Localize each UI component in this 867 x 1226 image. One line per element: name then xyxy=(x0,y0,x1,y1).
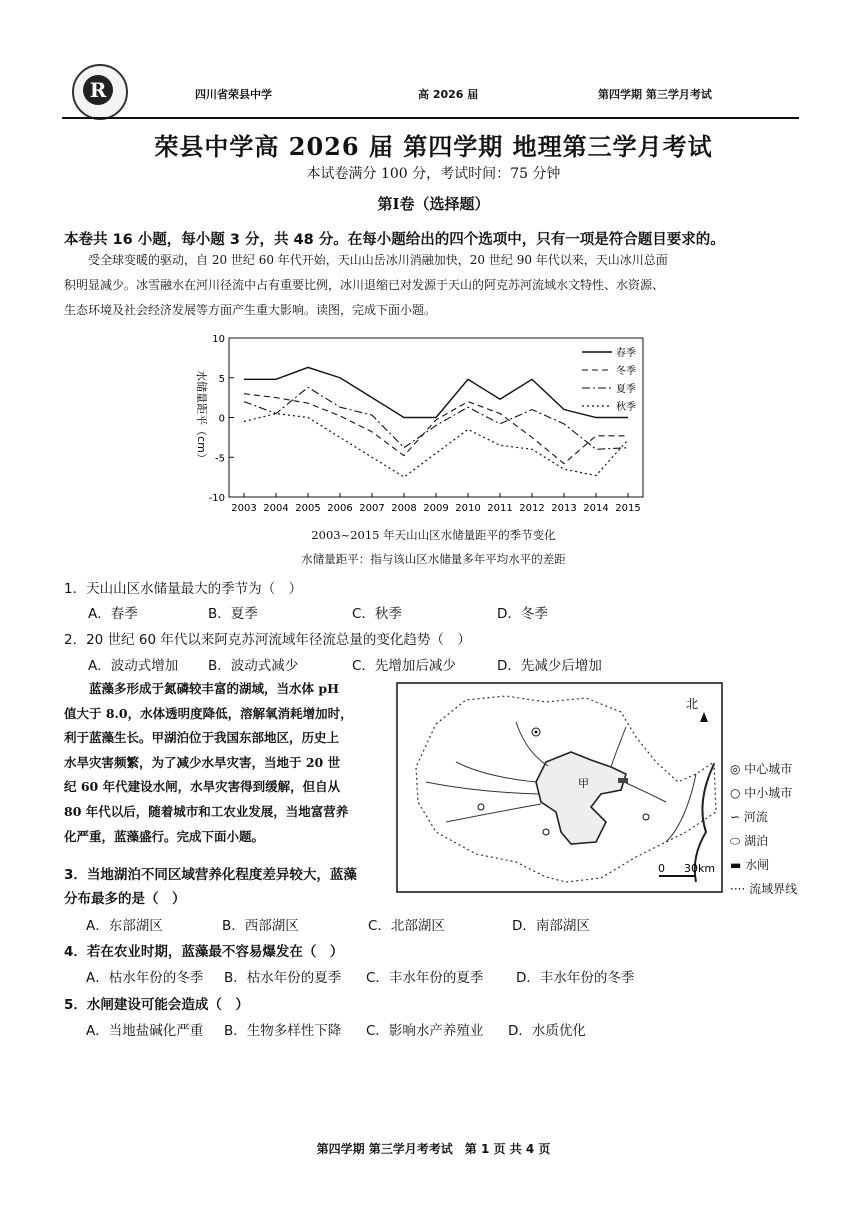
q5-option-d[interactable]: D．水质优化 xyxy=(508,1023,586,1039)
q3-option-a[interactable]: A．东部湖区 xyxy=(86,918,163,934)
q2-option-d[interactable]: D．先减少后增加 xyxy=(497,658,602,674)
series-line-2 xyxy=(244,394,628,464)
small-city-icon: ○ xyxy=(730,786,745,800)
q3-option-d[interactable]: D．南部湖区 xyxy=(512,918,590,934)
passage2-line6: 80 年代以后，随着城市和工农业发展，当地富营养 xyxy=(64,803,349,819)
passage1 xyxy=(64,248,804,323)
y-tick-label: 10 xyxy=(212,334,225,345)
passage2-line2: 值大于 8.0，水体透明度降低，溶解氧消耗增加时， xyxy=(64,705,353,721)
page-title: 荣县中学高 2026 届 第四学期 地理第三学月考试 xyxy=(154,132,713,161)
y-tick-label: 0 xyxy=(218,413,225,425)
q4-stem: 4．若在农业时期，蓝藻最不容易爆发在（ ） xyxy=(64,944,344,960)
x-tick-label: 2010 xyxy=(455,503,481,514)
passage2-line3: 利于蓝藻生长。甲湖泊位于我国东部地区，历史上 xyxy=(64,730,340,746)
x-tick-label: 2009 xyxy=(423,503,449,514)
legend-sluice: ▬ 水闸 xyxy=(730,858,770,872)
legend-center-city: ◎ 中心城市 xyxy=(730,762,793,776)
x-tick-label: 2012 xyxy=(519,503,545,514)
q4-option-a[interactable]: A．枯水年份的冬季 xyxy=(86,970,204,986)
lake-icon: ⬭ xyxy=(730,834,745,848)
passage1-line2: 积明显减少。冰雪融水在河川径流中占有重要比例，冰川退缩已对发源于天山的阿克苏河流域水文特性、水资源、 xyxy=(64,278,665,292)
y-tick-label: -5 xyxy=(215,453,225,465)
sluice-marker xyxy=(618,778,628,783)
boundary-icon: ···· xyxy=(730,882,750,896)
lake-basin-map xyxy=(396,682,724,894)
x-tick-label: 2005 xyxy=(295,503,321,514)
q1-option-d[interactable]: D．冬季 xyxy=(497,606,548,622)
x-tick-label: 2013 xyxy=(551,503,577,514)
series-line-3 xyxy=(244,387,628,449)
q2-option-a[interactable]: A．波动式增加 xyxy=(88,658,179,674)
legend-lake: ⬭ 湖泊 xyxy=(730,834,769,848)
header-grade: 高 2026 届 xyxy=(418,88,479,101)
legend-boundary: ···· 流域界线 xyxy=(730,882,798,896)
header-school: 四川省荣县中学 xyxy=(195,88,272,101)
passage1-line3: 生态环境及社会经济发展等方面产生重大影响。读图，完成下面小题。 xyxy=(64,303,437,317)
legend-label-3: 夏季 xyxy=(616,384,636,395)
x-tick-label: 2011 xyxy=(487,503,513,514)
y-tick-label: 5 xyxy=(218,373,225,385)
chart-note: 水储量距平：指与该山区水储量多年平均水平的差距 xyxy=(301,552,566,566)
y-axis-label: 水储量距平（cm） xyxy=(195,370,208,464)
x-tick-label: 2014 xyxy=(583,503,609,514)
school-logo xyxy=(72,64,128,120)
q4-option-b[interactable]: B．枯水年份的夏季 xyxy=(224,970,342,986)
north-label: 北 xyxy=(686,697,699,711)
q1-stem: 1．天山山区水储量最大的季节为（ ） xyxy=(64,581,303,597)
q1-option-b[interactable]: B．夏季 xyxy=(208,606,258,622)
q2-option-c[interactable]: C．先增加后减少 xyxy=(352,658,456,674)
page-footer: 第四学期 第三学月考考试 第 1 页 共 4 页 xyxy=(316,1142,551,1156)
passage1-line1: 受全球变暖的驱动，自 20 世纪 60 年代开始，天山山岳冰川消融加快，20 世纪 90 年代以来，天山冰川总面 xyxy=(88,253,668,267)
x-tick-label: 2007 xyxy=(359,503,385,514)
page-subtitle: 本试卷满分 100 分，考试时间：75 分钟 xyxy=(306,166,561,182)
y-tick-label: -10 xyxy=(208,493,225,504)
q3-option-b[interactable]: B．西部湖区 xyxy=(222,918,299,934)
legend-label-2: 冬季 xyxy=(616,366,636,377)
q1-option-a[interactable]: A．春季 xyxy=(88,606,138,622)
legend-small-city: ○ 中小城市 xyxy=(730,786,793,800)
passage2-line1: 蓝藻多形成于氮磷较丰富的湖域，当水体 pH xyxy=(89,681,339,696)
x-tick-label: 2008 xyxy=(391,503,417,514)
passage2-line4: 水旱灾害频繁，为了减少水旱灾害，当地于 20 世 xyxy=(64,754,341,770)
q3-stem-line2: 分布最多的是（ ） xyxy=(64,891,186,907)
q5-option-b[interactable]: B．生物多样性下降 xyxy=(224,1023,342,1039)
legend-label-1: 春季 xyxy=(616,348,636,359)
instructions: 本卷共 16 小题，每小题 3 分，共 48 分。在每小题给出的四个选项中，只有一项是符合题目要求的。 xyxy=(64,232,725,248)
legend-river: ∽ 河流 xyxy=(730,810,768,824)
q5-stem: 5．水闸建设可能会造成（ ） xyxy=(64,997,249,1013)
passage2-line5: 纪 60 年代建设水闸，水旱灾害得到缓解，但自从 xyxy=(64,779,341,795)
center-city-dot xyxy=(535,731,538,734)
scale-zero: 0 xyxy=(658,862,665,875)
x-tick-label: 2015 xyxy=(615,503,641,514)
q1-option-c[interactable]: C．秋季 xyxy=(352,606,402,622)
q5-option-a[interactable]: A．当地盐碱化严重 xyxy=(86,1023,204,1039)
water-storage-chart xyxy=(180,330,670,520)
section-heading: 第Ⅰ卷（选择题） xyxy=(377,195,490,213)
q3-option-c[interactable]: C．北部湖区 xyxy=(368,918,445,934)
q5-option-c[interactable]: C．影响水产养殖业 xyxy=(366,1023,484,1039)
scale-label: 30km xyxy=(684,862,716,875)
legend-label-4: 秋季 xyxy=(616,402,636,413)
q2-option-b[interactable]: B．波动式减少 xyxy=(208,658,299,674)
q3-stem-line1: 3．当地湖泊不同区域营养化程度差异较大，蓝藻 xyxy=(64,867,357,883)
chart-title: 2003~2015 年天山山区水储量距平的季节变化 xyxy=(311,528,556,542)
header-rule xyxy=(62,117,799,119)
q4-option-c[interactable]: C．丰水年份的夏季 xyxy=(366,970,484,986)
river-icon: ∽ xyxy=(730,810,744,824)
header-term: 第四学期 第三学月考试 xyxy=(598,88,712,101)
passage2-line7: 化严重，蓝藻盛行。完成下面小题。 xyxy=(64,828,265,844)
q2-stem: 2．20 世纪 60 年代以来阿克苏河流域年径流总量的变化趋势（ ） xyxy=(64,632,471,648)
lake-label: 甲 xyxy=(578,777,589,790)
series-line-4 xyxy=(244,414,628,478)
center-city-icon: ◎ xyxy=(730,762,745,776)
sluice-icon: ▬ xyxy=(730,858,746,872)
passage2 xyxy=(64,677,390,849)
logo-inner: R xyxy=(83,75,113,105)
q4-option-d[interactable]: D．丰水年份的冬季 xyxy=(516,970,635,986)
x-tick-label: 2004 xyxy=(263,503,289,514)
x-tick-label: 2003 xyxy=(231,503,257,514)
x-tick-label: 2006 xyxy=(327,503,353,514)
